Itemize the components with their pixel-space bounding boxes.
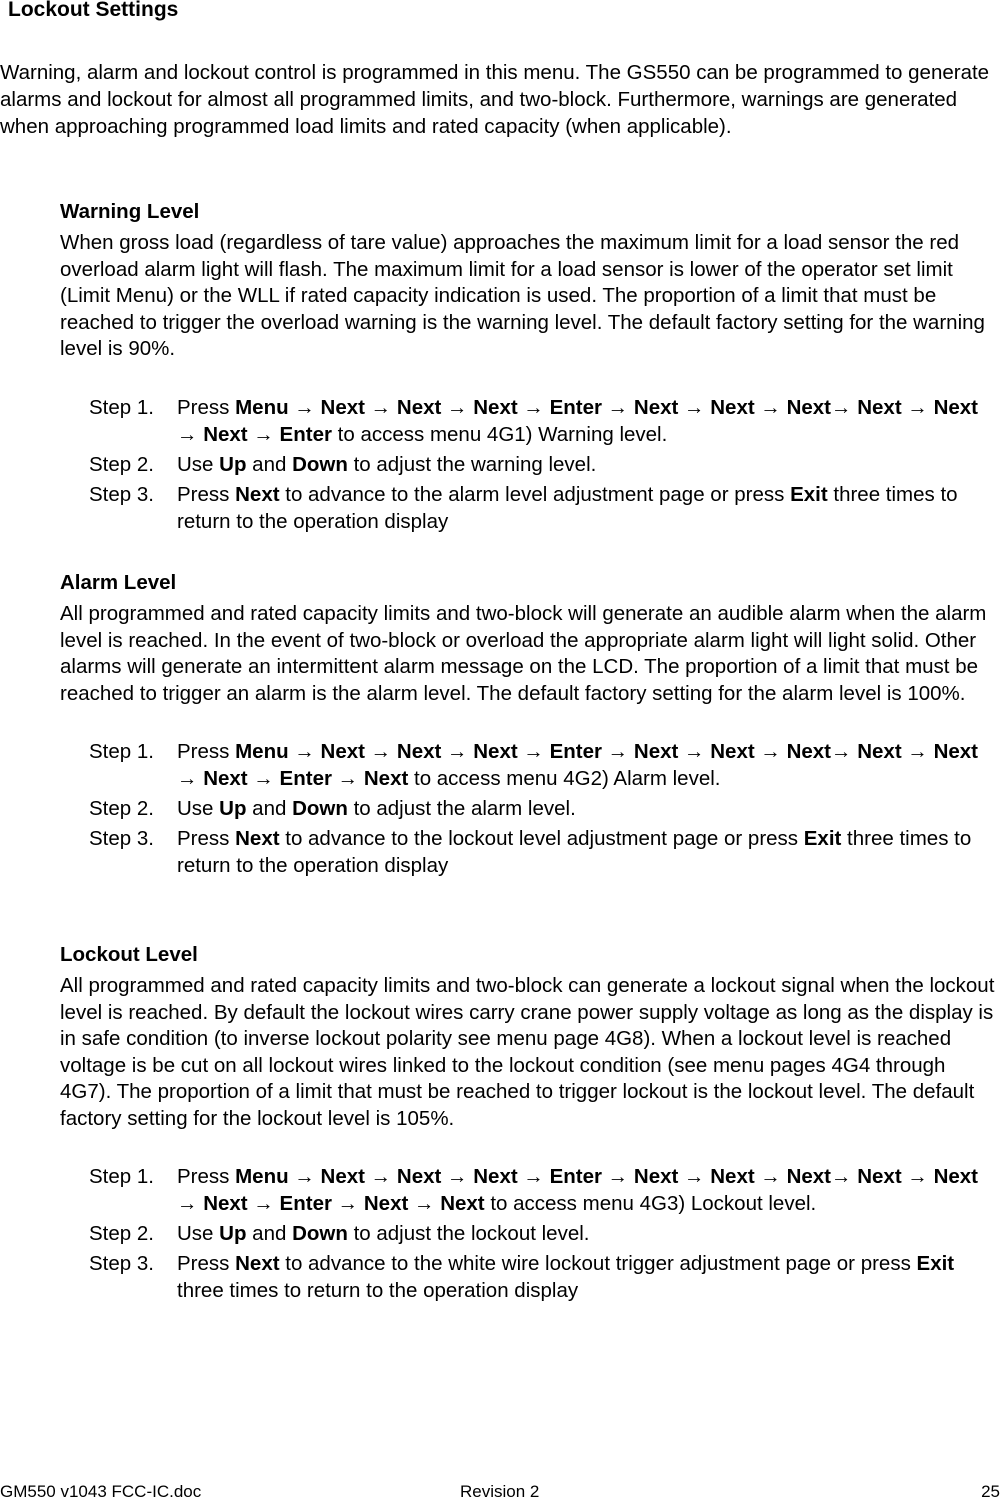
key-name: Next [363, 767, 409, 790]
step-text-run: → [364, 1165, 397, 1188]
key-name: Down [292, 797, 348, 820]
step-text-run: → [288, 395, 321, 419]
step-text-run: → [441, 395, 474, 419]
key-name: Enter [549, 1165, 602, 1188]
step-text-run: → [901, 395, 934, 419]
section-body: All programmed and rated capacity limits and two-block will generate an audible alarm when the alarm level is reached. In the event of two-block or overload the appropriate alarm light will light solid. Other alarms will generate an intermittent alarm message on the LCD. The proportion of a limit that must be reached to trigger an alarm is the alarm level. The default factory setting for the alarm level is 100%. [60, 602, 987, 705]
step-text-run: to adjust the lockout level. [347, 1222, 590, 1245]
key-name: Next [203, 1192, 248, 1215]
key-name: Enter [549, 395, 602, 419]
key-name: Next [235, 827, 280, 850]
step-text-run: → [831, 395, 858, 419]
key-name: Next [235, 482, 280, 506]
key-name: Next [633, 1165, 679, 1188]
key-name: Next [473, 1165, 518, 1188]
key-name: Next [786, 1165, 832, 1188]
key-name: Next [933, 740, 978, 763]
step-text-run: → [831, 740, 858, 763]
step-text [177, 394, 1002, 448]
step-text-run: → [364, 395, 397, 419]
section-body: When gross load (regardless of tare value) approaches the maximum limit for a load sensor the red overload alarm light will flash. The maximum limit for a load sensor is lower of the operator set limit (Limit Menu) or the WLL if rated capacity indication is used. The proportion of a limit that must be reached to trigger the overload warning is the warning level. The default factory setting for the warning level is 90%. [60, 231, 985, 360]
step-text-run: and [246, 1222, 293, 1245]
step-text-run: to access menu 4G2) Alarm level. [408, 767, 721, 790]
key-name: Menu [235, 395, 289, 419]
step-text-run: → [441, 740, 474, 763]
footer-doc-name: GM550 v1043 FCC-IC.doc [0, 1482, 202, 1501]
step-text-run: → [247, 767, 280, 790]
key-name: Up [219, 797, 247, 820]
key-name: Enter [279, 767, 332, 790]
step-text-run: Press [177, 740, 236, 763]
key-name: Down [292, 452, 348, 476]
key-name: Menu [235, 1165, 289, 1188]
step-text-run: and [246, 797, 293, 820]
key-name: Menu [235, 740, 289, 763]
step-item [60, 394, 1002, 448]
step-text [177, 451, 1002, 478]
section-heading: Warning Level [60, 200, 200, 223]
intro-paragraph: Warning, alarm and lockout control is programmed in this menu. The GS550 can be programmed to generate alarms and lockout for almost all programmed limits, and two-block. Furthermore, warnings are generated when approaching programmed load limits and rated capacity (when applicable). [0, 61, 990, 138]
step-text-run: to access menu 4G3) Lockout level. [484, 1192, 817, 1215]
step-item [60, 825, 1002, 879]
step-item [60, 1163, 1002, 1217]
step-text-run: → [177, 422, 204, 446]
key-name: Next [396, 740, 442, 763]
step-text-run: Use [177, 797, 220, 820]
step-label: Step 3. [89, 482, 154, 506]
step-text-run: to adjust the warning level. [347, 452, 597, 476]
section-heading: Alarm Level [60, 571, 177, 594]
section-warning-level [60, 200, 1002, 538]
step-text [177, 1250, 1002, 1304]
step-text-run: → [177, 1192, 204, 1215]
key-name: Next [786, 395, 832, 419]
step-item [60, 738, 1002, 792]
step-text-run: Press [177, 1252, 236, 1275]
footer-revision: Revision 2 [460, 1482, 540, 1501]
section-heading: Lockout Level [60, 943, 198, 966]
step-text-run: → [831, 1165, 858, 1188]
steps-list [60, 394, 1002, 535]
step-text-run: to adjust the alarm level. [347, 797, 576, 820]
step-text-run: → [408, 1192, 441, 1215]
key-name: Next [473, 395, 518, 419]
step-text-run: → [678, 395, 711, 419]
step-label: Step 2. [89, 452, 154, 476]
key-name: Next [786, 740, 832, 763]
key-name: Next [857, 740, 902, 763]
step-text-run: → [288, 1165, 321, 1188]
key-name: Next [710, 740, 755, 763]
step-text-run: → [678, 1165, 711, 1188]
steps-list [60, 738, 1002, 879]
key-name: Next [933, 1165, 978, 1188]
key-name: Down [292, 1222, 348, 1245]
key-name: Next [320, 740, 365, 763]
step-item [60, 795, 1002, 822]
section-body: All programmed and rated capacity limits and two-block can generate a lockout signal when the lockout level is reached. By default the lockout wires carry crane power supply voltage as long as the display is in safe condition (to inverse lockout polarity see menu page 4G8). When a lockout level is reached voltage is be cut on all lockout wires linked to the lockout condition (see menu pages 4G4 through 4G7). The proportion of a limit that must be reached to trigger lockout is the lockout level. The default factory setting for the lockout level is 105%. [60, 974, 995, 1130]
key-name: Next [363, 1192, 409, 1215]
key-name: Next [320, 1165, 365, 1188]
step-item [60, 451, 1002, 478]
step-text-run: Press [177, 827, 236, 850]
section-lockout-level [60, 943, 1002, 1307]
key-name: Next [235, 1252, 280, 1275]
step-text-run: three times to return to the operation display [177, 827, 972, 877]
step-text-run: → [601, 395, 634, 419]
step-text-run: → [901, 740, 934, 763]
step-item [60, 1220, 1002, 1247]
step-text-run: Use [177, 1222, 220, 1245]
step-text-run: → [288, 740, 321, 763]
step-text-run: → [331, 767, 364, 790]
step-label: Step 3. [89, 1252, 154, 1275]
step-label: Step 2. [89, 1222, 154, 1245]
step-text-run: Press [177, 395, 236, 419]
footer-page-number: 25 [981, 1482, 1000, 1501]
key-name: Exit [790, 482, 828, 506]
section-alarm-level [60, 571, 1002, 882]
step-text [177, 1220, 1002, 1247]
key-name: Next [396, 395, 442, 419]
step-text-run: → [601, 740, 634, 763]
steps-list [60, 1163, 1002, 1304]
step-text-run: → [331, 1192, 364, 1215]
step-text [177, 481, 1002, 535]
step-text-run: → [601, 1165, 634, 1188]
key-name: Enter [279, 422, 332, 446]
key-name: Next [710, 1165, 755, 1188]
step-text-run: → [517, 740, 550, 763]
step-text-run: → [441, 1165, 474, 1188]
step-text-run: → [517, 1165, 550, 1188]
step-text-run: Press [177, 1165, 236, 1188]
step-text-run: → [247, 422, 280, 446]
step-text-run: to access menu 4G1) Warning level. [331, 422, 668, 446]
key-name: Next [933, 395, 978, 419]
key-name: Next [633, 740, 679, 763]
page-title: Lockout Settings [8, 0, 179, 21]
key-name: Next [203, 422, 248, 446]
step-text-run: Press [177, 482, 236, 506]
step-label: Step 1. [89, 1165, 154, 1188]
step-text-run: → [754, 740, 787, 763]
key-name: Next [857, 1165, 902, 1188]
step-label: Step 3. [89, 827, 154, 850]
step-text-run: → [177, 767, 204, 790]
key-name: Up [219, 1222, 247, 1245]
key-name: Up [219, 452, 247, 476]
step-text-run: Use [177, 452, 220, 476]
step-text-run: → [901, 1165, 934, 1188]
step-label: Step 2. [89, 797, 154, 820]
key-name: Exit [803, 827, 842, 850]
key-name: Next [396, 1165, 442, 1188]
key-name: Next [633, 395, 679, 419]
step-text [177, 738, 1002, 792]
step-text [177, 795, 1002, 822]
key-name: Next [473, 740, 518, 763]
step-text-run: → [754, 1165, 787, 1188]
key-name: Next [320, 395, 365, 419]
step-text-run: to advance to the white wire lockout trigger adjustment page or press [279, 1252, 917, 1275]
step-text [177, 825, 1002, 879]
key-name: Next [440, 1192, 485, 1215]
step-label: Step 1. [89, 395, 154, 419]
step-text-run: to advance to the alarm level adjustment page or press [279, 482, 791, 506]
step-text-run: three times to return to the operation display [177, 1279, 579, 1302]
key-name: Enter [279, 1192, 332, 1215]
key-name: Next [857, 395, 902, 419]
step-text-run: and [246, 452, 293, 476]
key-name: Next [710, 395, 755, 419]
step-text-run: → [517, 395, 550, 419]
step-text-run: → [364, 740, 397, 763]
key-name: Enter [549, 740, 602, 763]
step-label: Step 1. [89, 740, 154, 763]
step-text-run: to advance to the lockout level adjustment page or press [279, 827, 804, 850]
step-text [177, 1163, 1002, 1217]
key-name: Next [203, 767, 248, 790]
step-text-run: → [754, 395, 787, 419]
step-item [60, 481, 1002, 535]
key-name: Exit [916, 1252, 955, 1275]
step-text-run: → [247, 1192, 280, 1215]
step-text-run: three times to return to the operation display [177, 482, 958, 533]
step-item [60, 1250, 1002, 1304]
step-text-run: → [678, 740, 711, 763]
